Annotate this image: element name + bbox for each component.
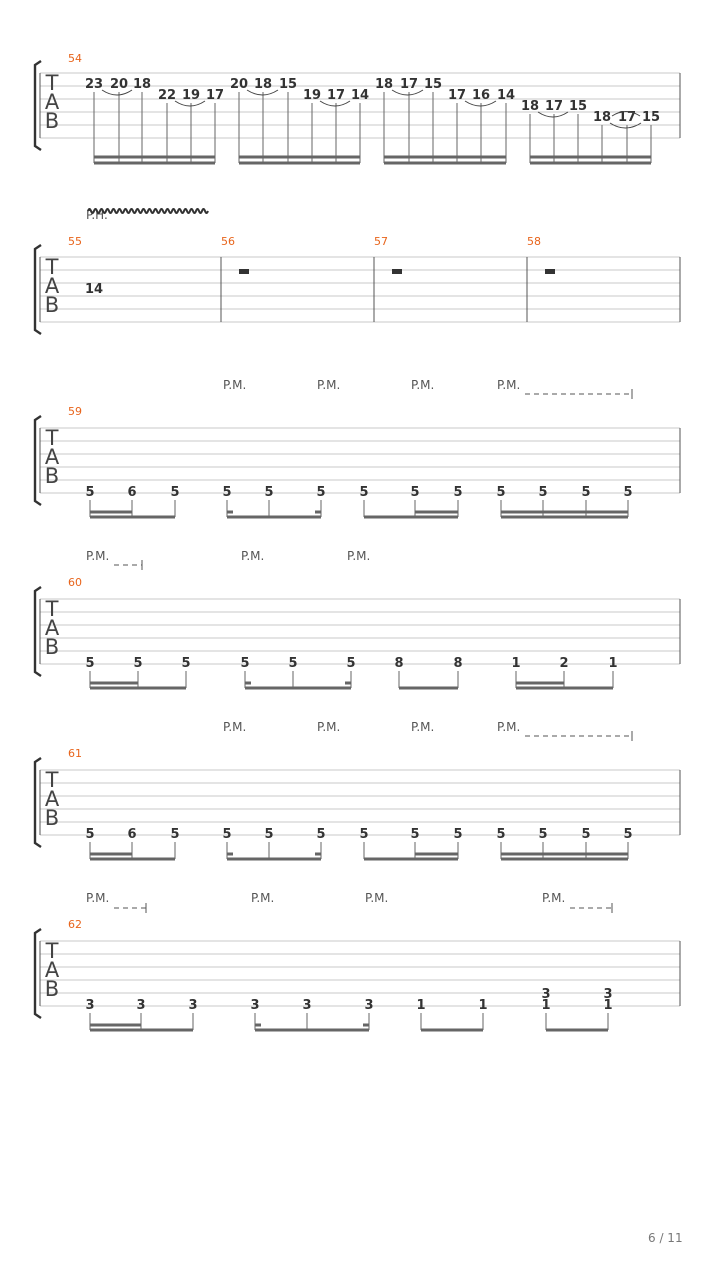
fret-number: 14 (84, 282, 104, 297)
page-indicator: 6 / 11 (648, 1231, 683, 1245)
fret-number: 5 (240, 656, 250, 671)
fret-number: 5 (496, 827, 506, 842)
fret-number: 3 (136, 998, 146, 1013)
fret-number: 17 (447, 88, 467, 103)
fret-number: 1 (416, 998, 426, 1013)
tab-clef-letter: T (45, 768, 59, 792)
fret-number: 5 (316, 485, 326, 500)
palm-mute-label: P.M. (542, 891, 566, 905)
tab-clef-letter: B (44, 109, 60, 133)
fret-number: 1 (603, 998, 613, 1013)
fret-number: 16 (471, 88, 491, 103)
fret-number: 5 (581, 485, 591, 500)
measure-number: 57 (374, 235, 388, 248)
fret-number: 14 (496, 88, 516, 103)
fret-number: 5 (410, 485, 420, 500)
measure-number: 54 (68, 52, 82, 65)
fret-number: 5 (346, 656, 356, 671)
fret-number: 22 (157, 88, 177, 103)
fret-number: 17 (205, 88, 225, 103)
fret-number: 17 (544, 99, 564, 114)
tab-clef-letter: B (44, 977, 60, 1001)
fret-number: 5 (264, 485, 274, 500)
fret-number: 5 (222, 485, 232, 500)
fret-number: 5 (170, 485, 180, 500)
vibrato-line (88, 209, 208, 213)
fret-number: 5 (623, 827, 633, 842)
tab-clef-letter: T (45, 939, 59, 963)
tab-clef-letter: A (44, 90, 60, 114)
fret-number: 15 (641, 110, 661, 125)
fret-number: 19 (302, 88, 322, 103)
fret-number: 5 (222, 827, 232, 842)
fret-number: 6 (127, 827, 137, 842)
palm-mute-label: P.M. (497, 720, 521, 734)
tab-clef-letter: T (45, 426, 59, 450)
fret-number: 1 (511, 656, 521, 671)
fret-number: 3 (603, 987, 613, 1002)
fret-number: 5 (316, 827, 326, 842)
fret-number: 8 (394, 656, 404, 671)
fret-number: 18 (374, 77, 394, 92)
palm-mute-label: P.M. (347, 549, 371, 563)
palm-mute-label: P.M. (86, 549, 110, 563)
tab-clef-letter: A (44, 958, 60, 982)
fret-number: 20 (109, 77, 129, 92)
tab-clef-letter: A (44, 616, 60, 640)
fret-number: 14 (350, 88, 370, 103)
fret-number: 2 (559, 656, 569, 671)
palm-mute-label: P.M. (317, 378, 341, 392)
fret-number: 5 (410, 827, 420, 842)
fret-number: 5 (359, 485, 369, 500)
palm-mute-label: P.M. (86, 891, 110, 905)
palm-mute-label: P.M. (317, 720, 341, 734)
palm-mute-label: P.M. (223, 378, 247, 392)
fret-number: 3 (302, 998, 312, 1013)
measure-number: 59 (68, 405, 82, 418)
fret-number: 15 (278, 77, 298, 92)
tab-clef-letter: T (45, 255, 59, 279)
fret-number: 6 (127, 485, 137, 500)
fret-number: 5 (85, 485, 95, 500)
fret-number: 15 (423, 77, 443, 92)
tab-clef-letter: A (44, 445, 60, 469)
measure-number: 62 (68, 918, 82, 931)
pinch-harmonic-label: P.H. (86, 208, 108, 222)
tab-clef-letter: T (45, 597, 59, 621)
fret-number: 19 (181, 88, 201, 103)
tab-clef-letter: A (44, 274, 60, 298)
tab-clef-letter: B (44, 464, 60, 488)
fret-number: 5 (85, 656, 95, 671)
fret-number: 5 (181, 656, 191, 671)
whole-rest (392, 269, 402, 274)
whole-rest (239, 269, 249, 274)
fret-number: 1 (608, 656, 618, 671)
fret-number: 17 (617, 110, 637, 125)
tab-clef-letter: B (44, 635, 60, 659)
palm-mute-label: P.M. (241, 549, 265, 563)
measure-number: 58 (527, 235, 541, 248)
fret-number: 3 (85, 998, 95, 1013)
tab-clef-letter: A (44, 787, 60, 811)
measure-number: 56 (221, 235, 235, 248)
palm-mute-label: P.M. (365, 891, 389, 905)
fret-number: 15 (568, 99, 588, 114)
fret-number: 20 (229, 77, 249, 92)
whole-rest (545, 269, 555, 274)
fret-number: 5 (264, 827, 274, 842)
palm-mute-label: P.M. (223, 720, 247, 734)
fret-number: 1 (541, 998, 551, 1013)
measure-number: 60 (68, 576, 82, 589)
palm-mute-label: P.M. (251, 891, 275, 905)
fret-number: 5 (623, 485, 633, 500)
tab-clef-letter: T (45, 71, 59, 95)
measure-number: 61 (68, 747, 82, 760)
fret-number: 3 (541, 987, 551, 1002)
fret-number: 5 (538, 485, 548, 500)
fret-number: 18 (253, 77, 273, 92)
fret-number: 5 (453, 485, 463, 500)
fret-number: 5 (496, 485, 506, 500)
fret-number: 5 (133, 656, 143, 671)
fret-number: 3 (364, 998, 374, 1013)
fret-number: 5 (288, 656, 298, 671)
fret-number: 5 (359, 827, 369, 842)
palm-mute-label: P.M. (411, 720, 435, 734)
fret-number: 8 (453, 656, 463, 671)
palm-mute-label: P.M. (497, 378, 521, 392)
fret-number: 1 (478, 998, 488, 1013)
fret-number: 17 (399, 77, 419, 92)
fret-number: 3 (188, 998, 198, 1013)
tab-clef-letter: B (44, 806, 60, 830)
fret-number: 5 (170, 827, 180, 842)
fret-number: 3 (250, 998, 260, 1013)
fret-number: 5 (453, 827, 463, 842)
measure-number: 55 (68, 235, 82, 248)
fret-number: 18 (520, 99, 540, 114)
fret-number: 18 (592, 110, 612, 125)
fret-number: 5 (85, 827, 95, 842)
palm-mute-label: P.M. (411, 378, 435, 392)
fret-number: 5 (538, 827, 548, 842)
fret-number: 5 (581, 827, 591, 842)
fret-number: 18 (132, 77, 152, 92)
tab-clef-letter: B (44, 293, 60, 317)
fret-number: 17 (326, 88, 346, 103)
fret-number: 23 (84, 77, 104, 92)
